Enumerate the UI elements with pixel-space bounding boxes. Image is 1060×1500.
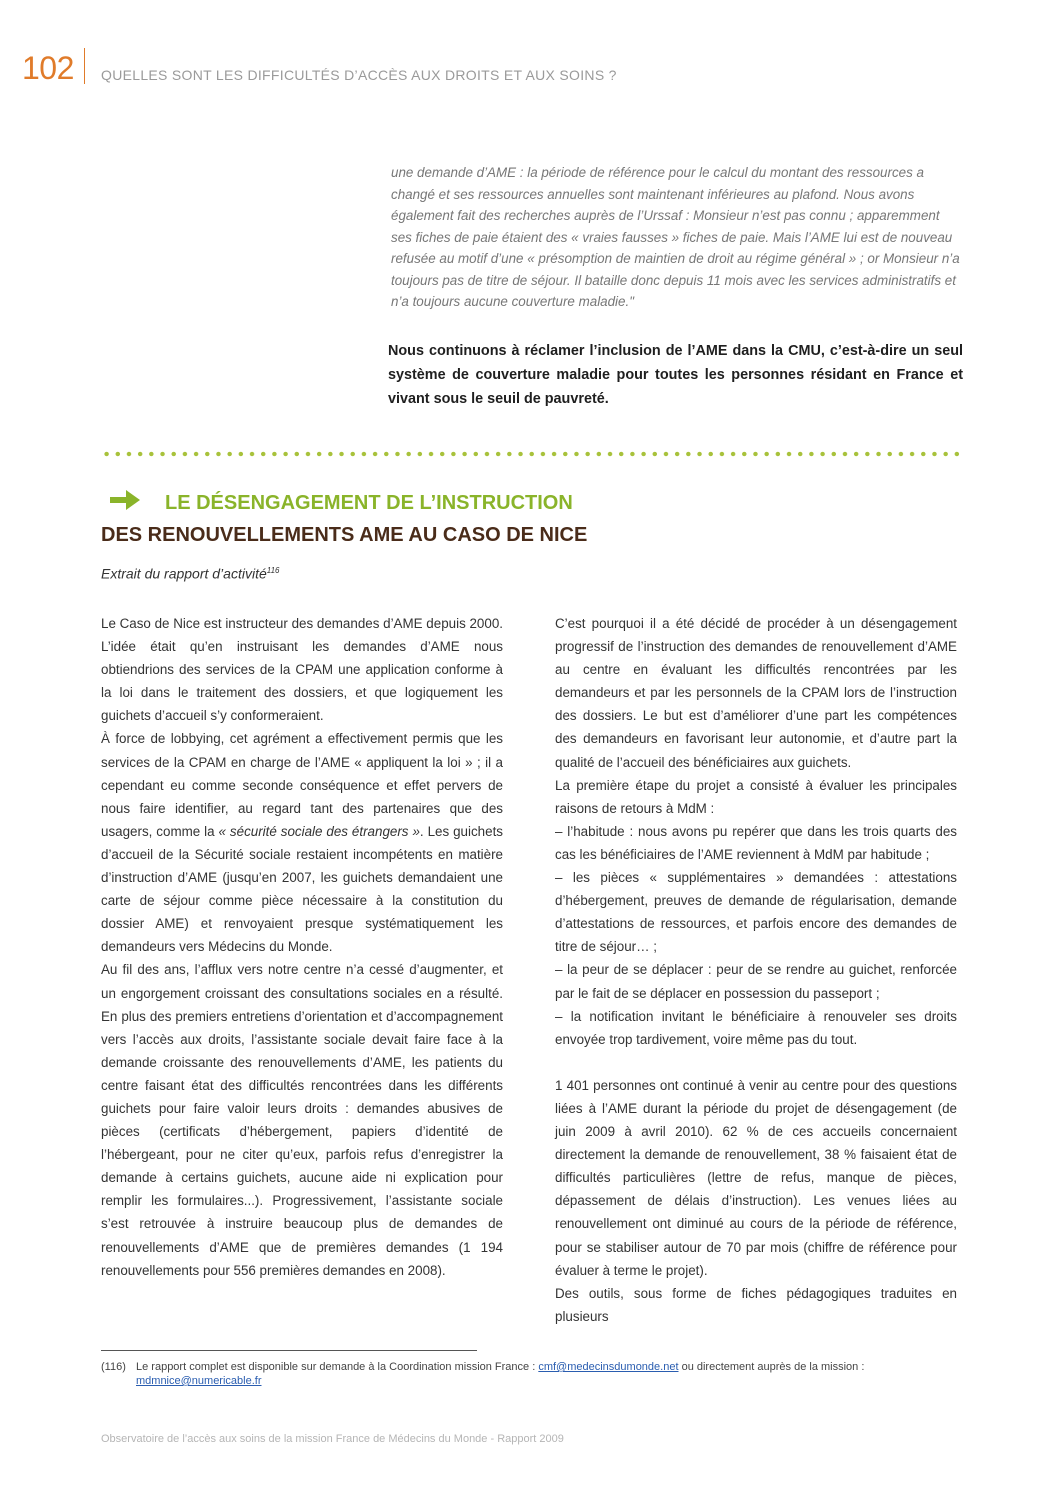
- running-header-title: QUELLES SONT LES DIFFICULTÉS D’ACCÈS AUX DROITS ET AUX SOINS ?: [101, 67, 617, 83]
- advocacy-statement: Nous continuons à réclamer l’inclusion de l’AME dans la CMU, c’est-à-dire un seul système de couverture maladie pour toutes les personnes résidant en France et vivant sous le seuil de pauvreté.: [388, 343, 963, 407]
- section-subtitle: [101, 561, 280, 584]
- right-paragraph-tools: Des outils, sous forme de fiches pédagogiques traduites en plusieurs: [555, 1285, 957, 1324]
- left-paragraph-3: Au fil des ans, l’afflux vers notre centre n’a cessé d’augmenter, et un engorgement croissant des consultations sociales en a résulté. En plus des premiers entretiens d’orientation et d’accompagnement vers l’accès aux droits, l’assistante sociale devait faire face à la demande croissante des renouvellements d’AME, les patients du centre faisant état des difficultés rencontrées dans les différents guichets pour faire valoir leurs droits : demandes abusives de pièces (certificats d’hébergement, papiers d’identité de l’hébergeant, pour ne citer qu’eux, parfois refus d’enregistrer la demande à certains guichets, aucune aide ni explication pour remplir les formulaires...). Progressivement, l’assistante sociale s’est retrouvée à instruire beaucoup plus de demandes de renouvellements d’AME que de premières demandes (1 194 renouvellements pour 556 premières demandes en 2008).: [101, 962, 503, 1278]
- right-list-item-4: – la notification invitant le bénéficiaire à renouveler ses droits envoyée trop tardivement, voire même pas du tout.: [555, 1008, 957, 1047]
- footnote-text-2: ou directement auprès de la mission :: [678, 1361, 865, 1373]
- section-heading-line1: LE DÉSENGAGEMENT DE L’INSTRUCTION: [165, 492, 573, 514]
- left-paragraph-2-emphasis: « sécurité sociale des étrangers »: [218, 823, 420, 839]
- page-footer: Observatoire de l’accès aux soins de la mission France de Médecins du Monde - Rapport 2009: [101, 1433, 564, 1445]
- testimony-quote: [391, 162, 963, 313]
- quote-text: une demande d’AME : la période de référence pour le calcul du montant des ressources a changé et ses ressources annuelles sont maintenant inférieures au plafond. Nous avons également fait des recherches auprès de l’Urssaf : Monsieur n’est pas connu ; apparemment ses fiches de paie étaient des « vraies fausses » fiches de paie. Mais l’AME lui est de nouveau refusée au motif d’une « présomption de maintien de droit au régime général » ; or Monsieur n’a toujours pas de titre de séjour. Il bataille donc depuis 11 mois avec les services administratifs et n’a toujours aucune couverture maladie.": [391, 165, 960, 309]
- right-column: [555, 612, 957, 1328]
- right-list-item-2: – les pièces « supplémentaires » demandées : attestations d’hébergement, preuves de demande de régularisation, demande d’attestations de ressources, et parfois encore des demandes de titre de séjour… ;: [555, 870, 957, 955]
- footnote-number: (116): [101, 1361, 126, 1373]
- header-divider: [84, 48, 85, 84]
- page-number: 102: [22, 50, 74, 86]
- footnote: [101, 1360, 961, 1388]
- right-paragraph-stats: 1 401 personnes ont continué à venir au centre pour des questions liées à l’AME durant la période du projet de désengagement (de juin 2009 à avril 2010). 62 % de ces accueils concernaient directement la demande de renouvellement, 38 % faisaient état de difficultés particulières (lettre de refus, manque de pièces, dépassement de délais d’instruction). Les venues liées au renouvellement ont diminué au cours de la période de référence, pour se stabiliser autour de 70 par mois (chiffre de référence pour évaluer à terme le projet).: [555, 1077, 957, 1278]
- section-heading-line2: DES RENOUVELLEMENTS AME AU CASO DE NICE: [101, 524, 588, 546]
- footnote-text-1: Le rapport complet est disponible sur demande à la Coordination mission France :: [136, 1361, 539, 1373]
- dotted-separator: [101, 450, 963, 458]
- left-paragraph-1: Le Caso de Nice est instructeur des demandes d’AME depuis 2000. L’idée était qu’en instruisant les demandes d’AME nous obtiendrions des services de la CPAM une application conforme à la loi dans le traitement des dossiers, et que logiquement les guichets d’accueil s’y conformeraient.: [101, 616, 503, 724]
- subtitle-text: Extrait du rapport d’activité: [101, 565, 267, 582]
- left-paragraph-2: [101, 727, 503, 958]
- paragraph-gap: [555, 1051, 957, 1074]
- left-paragraph-2-start: À force de lobbying, cet agrément a effectivement permis que les services de la CPAM en charge de l’AME « appliquent la loi » ; il a cependant eu comme seconde conséquence et effet pervers de nous faire identifier, au regard tant des partenaires que des usagers, comme la: [101, 731, 503, 839]
- right-list-item-3: – la peur de se déplacer : peur de se rendre au guichet, renforcée par le fait de se déplacer en possession du passeport ;: [555, 962, 957, 1001]
- email-link-cmf[interactable]: cmf@medecinsdumonde.net: [538, 1361, 679, 1373]
- footnote-rule: [101, 1350, 477, 1351]
- arrow-right-icon: [108, 486, 142, 514]
- right-list-item-1: – l’habitude : nous avons pu repérer que dans les trois quarts des cas les bénéficiaires de l’AME reviennent à MdM par habitude ;: [555, 823, 957, 862]
- right-paragraph-1: C’est pourquoi il a été décidé de procéder à un désengagement progressif de l’instruction des demandes de renouvellement d’AME au centre en évaluant les difficultés rencontrées par les demandeurs et par les personnels de la CPAM lors de l’instruction des dossiers. Le but est d’améliorer d’une part les compétences des demandeurs en favorisant leur autonomie, et d’autre part la qualité de l’accueil des bénéficiaires aux guichets.: [555, 616, 957, 770]
- right-paragraph-2: La première étape du projet a consisté à évaluer les principales raisons de retours à MdM :: [555, 777, 957, 816]
- footnote-body: [136, 1360, 961, 1388]
- email-link-mdmnice[interactable]: mdmnice@numericable.fr: [136, 1375, 262, 1387]
- left-column: [101, 612, 503, 1282]
- footnote-ref: 116: [266, 566, 280, 575]
- left-paragraph-2-end: . Les guichets d’accueil de la Sécurité sociale restaient incompétents en matière d’instruction d’AME (jusqu’en 2007, les guichets demandaient une carte de séjour comme pièce nécessaire à la constitution du dossier AME) et renvoyaient presque systématiquement les demandeurs vers Médecins du Monde.: [101, 823, 503, 955]
